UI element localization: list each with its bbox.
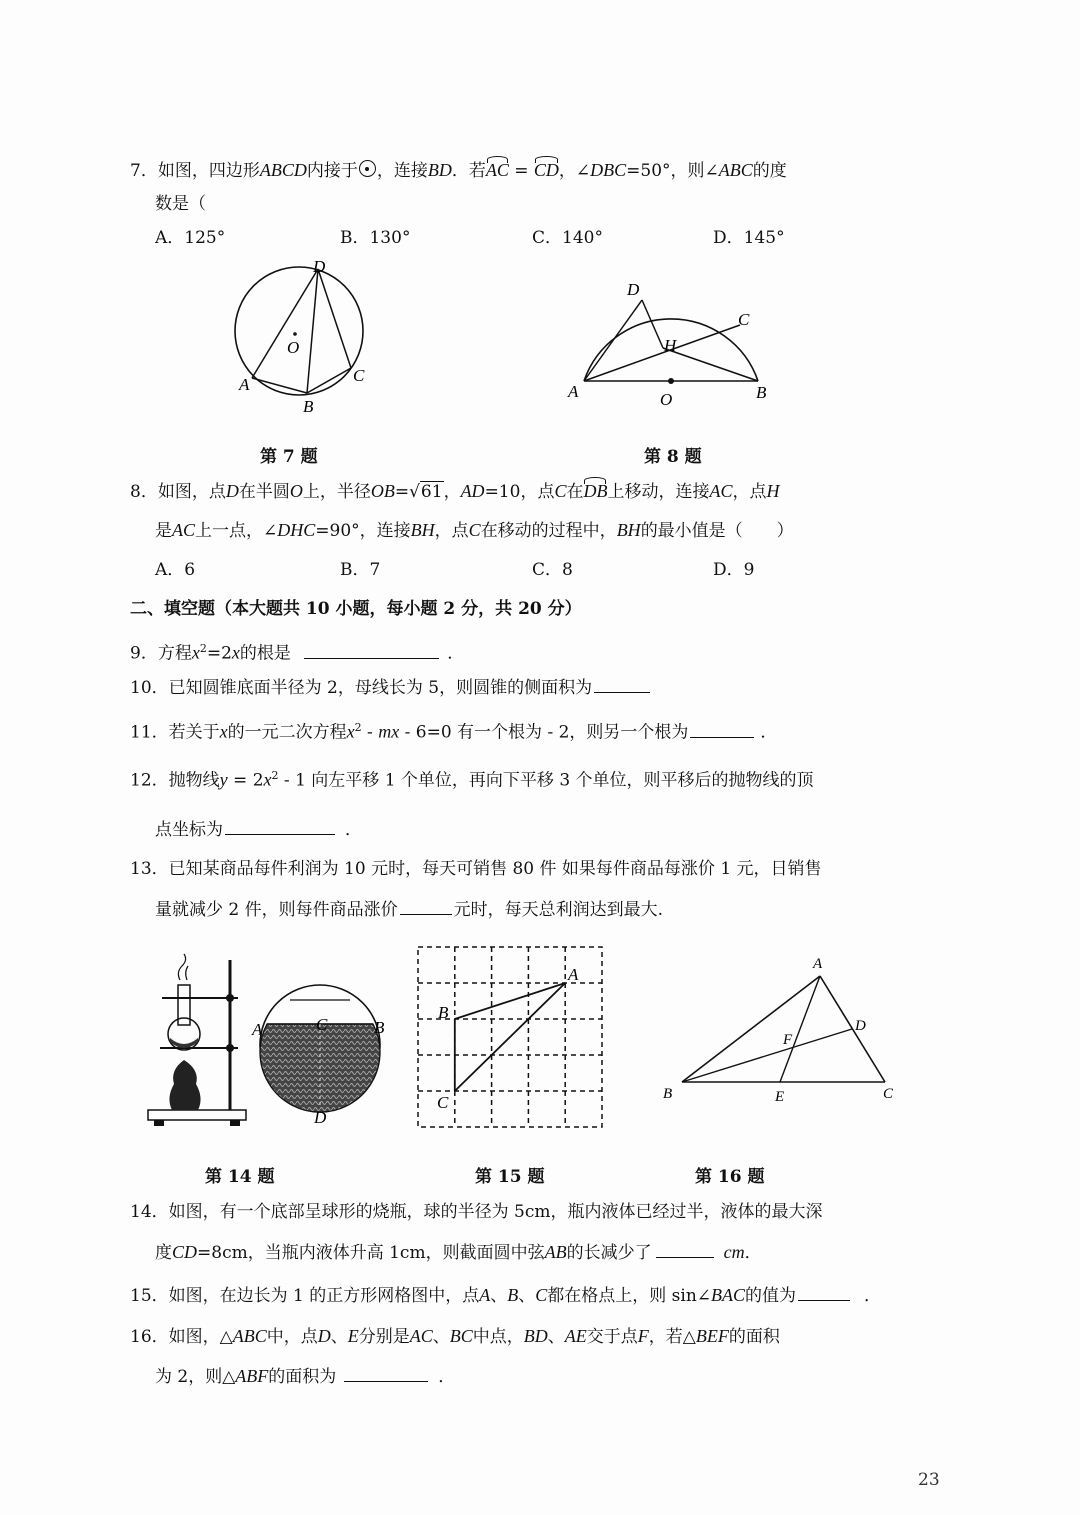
fig7-label-d: D [313,257,326,276]
fig8-label-c: C [738,310,750,329]
q15-caption: 第 15 题 [475,1167,545,1187]
fig8-label-d: D [627,280,640,299]
figure-14 [140,950,400,1130]
fig8-label-o: O [660,390,673,409]
q8-line2: 是AC上一点，∠DHC=90°，连接BH，点C在移动的过程中，BH的最小值是（ ） [155,520,794,541]
q14-caption: 第 14 题 [205,1167,275,1187]
q12-line1: 12．抛物线$y = 2x^2 - 1$ 向左平移 1 个单位，再向下平移 3 个单位，则平移后的抛物线的顶 [130,769,814,791]
fig14-label-d: D [314,1108,327,1127]
fig16-label-d: D [855,1018,866,1034]
fig7-label-c: C [353,366,365,385]
q15-answer-blank[interactable] [798,1284,850,1301]
fig16-label-c: C [883,1086,894,1102]
fig7-label-b: B [303,397,314,416]
fig7-label-a: A [239,375,250,394]
q8-caption: 第 8 题 [644,447,702,467]
q7-option-d: D．145° [713,228,785,248]
fig14-label-b: B [374,1018,385,1037]
figure-15 [410,940,610,1135]
fig8-label-h: H [664,336,677,355]
q14-line1: 14．如图，有一个底部呈球形的烧瓶，球的半径为 5cm，瓶内液体已经过半，液体的最大深 [130,1202,823,1222]
fig16-label-e: E [775,1089,785,1105]
q11-answer-blank[interactable] [690,721,754,738]
fig16-label-b: B [663,1086,673,1102]
q11-line: 11．若关于x的一元二次方程$x^2$ - mx - 6=0 有一个根为 - 2，则另一个根为 ． [130,721,778,743]
fig15-label-a: A [568,965,579,984]
q7-option-a: A．125° [155,228,226,248]
fig8-label-a: A [568,382,579,401]
q8-option-d: D．9 [713,560,755,580]
page-number: 23 [918,1470,940,1490]
q8-option-a: A．6 [155,560,196,580]
figure-8 [560,275,780,410]
q13-line2: 量就减少 2 件，则每件商品涨价 元时，每天总利润达到最大. [155,900,664,920]
q16-line1: 16．如图，△ABC中，点D、E分别是AC、BC中点，BD、AE交于点F，若△BEF的面积 [130,1326,780,1347]
q8-option-b: B．7 [340,560,381,580]
q13-line1: 13．已知某商品每件利润为 10 元时，每天可销售 80 件 如果每件商品每涨价 1 元，日销售 [130,859,822,879]
q12-line2: 点坐标为 ． [155,820,362,840]
fig15-label-c: C [437,1093,449,1112]
q8-option-c: C．8 [532,560,573,580]
q7-line2: 数是（ [155,194,206,214]
q14-line2: 度CD=8cm，当瓶内液体升高 1cm，则截面圆中弦AB的长减少了 cm． [155,1242,762,1263]
q13-answer-blank[interactable] [400,898,452,915]
q16-line2: 为 2，则△ABF的面积为 ． [155,1366,456,1387]
q8-line1: 8．如图，点D在半圆O上，半径OB=√61，AD=10，点C在DB上移动，连接AC，点H [130,481,780,502]
fig7-label-o: O [287,338,300,357]
fig8-label-b: B [756,383,767,402]
q7-line1: 7．如图，四边形ABCD内接于 ，连接BD．若AC = CD，∠DBC=50°，则∠ABC的度 [130,160,787,181]
fig16-label-a: A [813,956,823,972]
q16-caption: 第 16 题 [695,1167,765,1187]
q7-option-c: C．140° [532,228,603,248]
q12-answer-blank[interactable] [225,818,335,835]
q9-line: 9．方程$x^2=2x$的根是 ． [130,642,465,664]
fig14-label-a: A [252,1020,263,1039]
fig14-label-c: C [316,1015,328,1034]
q16-answer-blank[interactable] [344,1365,428,1382]
fig16-label-f: F [783,1032,793,1048]
q14-answer-blank[interactable] [656,1241,714,1258]
q10-answer-blank[interactable] [594,676,650,693]
q7-option-b: B．130° [340,228,411,248]
q10-line: 10．已知圆锥底面半径为 2，母线长为 5，则圆锥的侧面积为 [130,676,650,700]
figure-7 [225,255,385,420]
q9-answer-blank[interactable] [304,642,439,659]
q15-line: 15．如图，在边长为 1 的正方形网格图中，点A、B、C都在格点上，则 sin∠BAC的值为 ． [130,1285,882,1306]
figure-16 [655,950,900,1110]
circle-o-symbol [359,160,376,177]
section-2-heading: 二、填空题（本大题共 10 小题，每小题 2 分，共 20 分） [130,599,582,619]
fig15-label-b: B [438,1003,449,1022]
q7-caption: 第 7 题 [260,447,318,467]
